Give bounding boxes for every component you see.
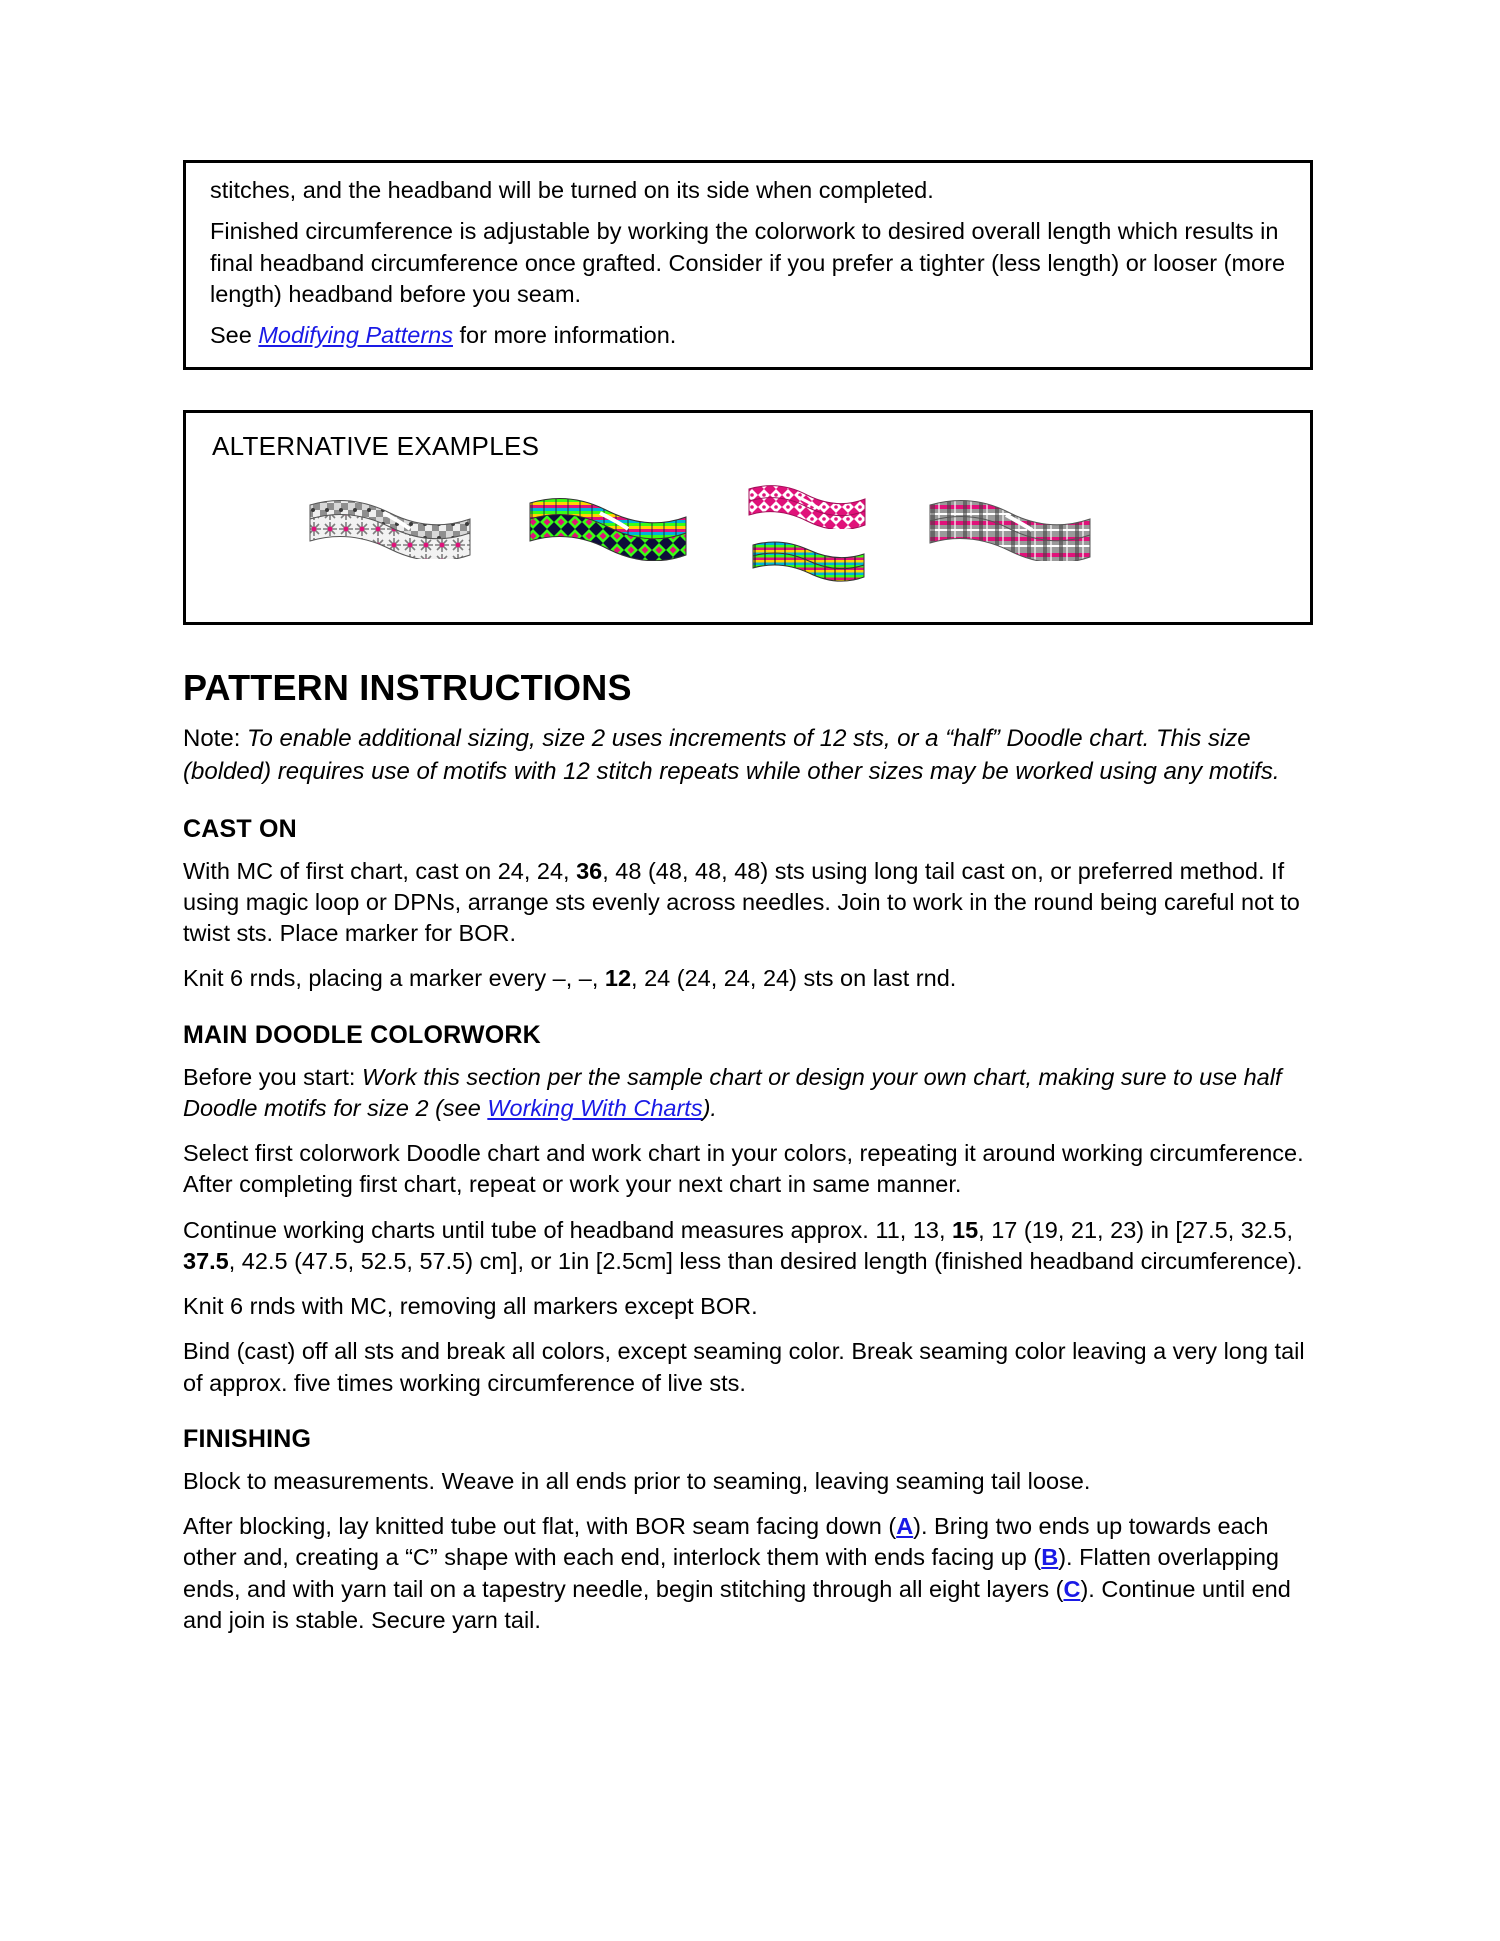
text-run: , 24 (24, 24, 24) sts on last rnd. [631,965,957,992]
text-run: Block to measurements. Weave in all ends prior to seaming, leaving seaming tail loose. [183,1467,1091,1494]
see-suffix-text: for more information. [452,322,677,348]
paragraph-finishing-1 [183,1466,1313,1497]
swatch-grey-pink-plaid-headband [926,489,1116,561]
section-heading-main-doodle-colorwork: MAIN DOODLE COLORWORK [183,1020,541,1049]
figure-ref-a[interactable]: A [896,1513,914,1539]
page-title: PATTERN INSTRUCTIONS [183,667,632,709]
sizing-note-text: To enable additional sizing, size 2 uses increments of 12 sts, or a “half” Doodle chart. This size (bolded) requires use of motifs with 12 stitch repeats while other sizes may be worked using any motifs. [183,725,1280,785]
text-run: Before you start: [183,1063,362,1090]
sizing-note-label: Note: [183,725,248,753]
page-content [183,160,1313,1650]
working-with-charts-link[interactable]: Working With Charts [487,1094,703,1121]
text-run: 37.5 [183,1247,229,1274]
text-run: After blocking, lay knitted tube out flat, with BOR seam facing down ( [183,1513,897,1539]
text-run: Work this section per the sample chart or design your own chart, making sure to use half Doodle motifs for size 2 (see [183,1063,1282,1121]
text-run: 36 [576,857,603,884]
alternative-examples-box [183,410,1313,625]
paragraph-finishing-2 [183,1511,1313,1636]
instruction-sections [183,815,1313,1637]
text-run: ). Flatten overlapping ends, and with yarn tail on a tapestry needle, begin stitching through all eight layers ( [183,1544,1279,1602]
text-run: , 48 (48, 48, 48) sts using long tail cast on, or preferred method. If using magic loop or DPNs, arrange sts evenly across needles. Join to work in the round being careful not to twist sts. Place marker for BOR. [183,857,1300,946]
swatch-grey-snowflake-headband [306,489,496,559]
text-run: 15 [952,1216,979,1243]
note-paragraph-3 [210,320,1286,351]
paragraph-main-doodle-colorwork-2 [183,1138,1313,1201]
modifying-patterns-link[interactable]: Modifying Patterns [258,322,453,348]
text-run: ). Continue until end and join is stable. Secure yarn tail. [183,1575,1291,1633]
text-run: Knit 6 rnds, placing a marker every –, –, [183,965,605,992]
note-paragraph-2: Finished circumference is adjustable by working the colorwork to desired overall length which results in final headband circumference once grafted. Consider if you prefer a tighter (less length) or looser (more length) headband before you seam. [210,218,1286,307]
figure-ref-c[interactable]: C [1063,1575,1081,1602]
text-run: Knit 6 rnds with MC, removing all markers except BOR. [183,1293,758,1319]
text-run: ). Bring two ends up towards each other and, creating a “C” shape with each end, interlock them with ends facing up ( [183,1513,1269,1571]
text-run: , 42.5 (47.5, 52.5, 57.5) cm], or 1in [2.5cm] less than desired length (finished headband circumference). [228,1247,1303,1274]
text-run: Bind (cast) off all sts and break all colors, except seaming color. Break seaming color leaving a very long tail of approx. five times working circumference of live sts. [183,1338,1305,1396]
swatch-rainbow-fairisle-headband [526,487,711,561]
section-heading-cast-on: CAST ON [183,814,297,843]
text-run: ). [702,1094,717,1121]
note-callout-box [183,160,1313,370]
section-heading-finishing: FINISHING [183,1424,312,1453]
paragraph-cast-on-2 [183,963,1313,994]
paragraph-main-doodle-colorwork-3 [183,1215,1313,1278]
paragraph-main-doodle-colorwork-1 [183,1062,1313,1125]
paragraph-cast-on-1 [183,856,1313,950]
text-run: Select first colorwork Doodle chart and work chart in your colors, repeating it around working circumference. After completing first chart, repeat or work your next chart in same manner. [183,1140,1304,1198]
note-paragraph-1: stitches, and the headband will be turned on its side when completed. [210,177,934,203]
figure-ref-b[interactable]: B [1041,1544,1059,1571]
alternative-examples-images [306,475,1296,605]
swatch-small-multicolor-headband [750,535,875,583]
alternative-examples-title: ALTERNATIVE EXAMPLES [212,431,540,462]
swatch-pink-white-headband [746,477,876,529]
text-run: 12 [604,965,632,992]
paragraph-main-doodle-colorwork-4 [183,1291,1313,1322]
see-prefix-text: See [210,322,259,348]
text-run: , 17 (19, 21, 23) in [27.5, 32.5, [978,1216,1294,1243]
sizing-note [183,723,1313,788]
text-run: Continue working charts until tube of headband measures approx. 11, 13, [183,1216,953,1243]
text-run: With MC of first chart, cast on 24, 24, [183,857,577,884]
paragraph-main-doodle-colorwork-5 [183,1336,1313,1399]
